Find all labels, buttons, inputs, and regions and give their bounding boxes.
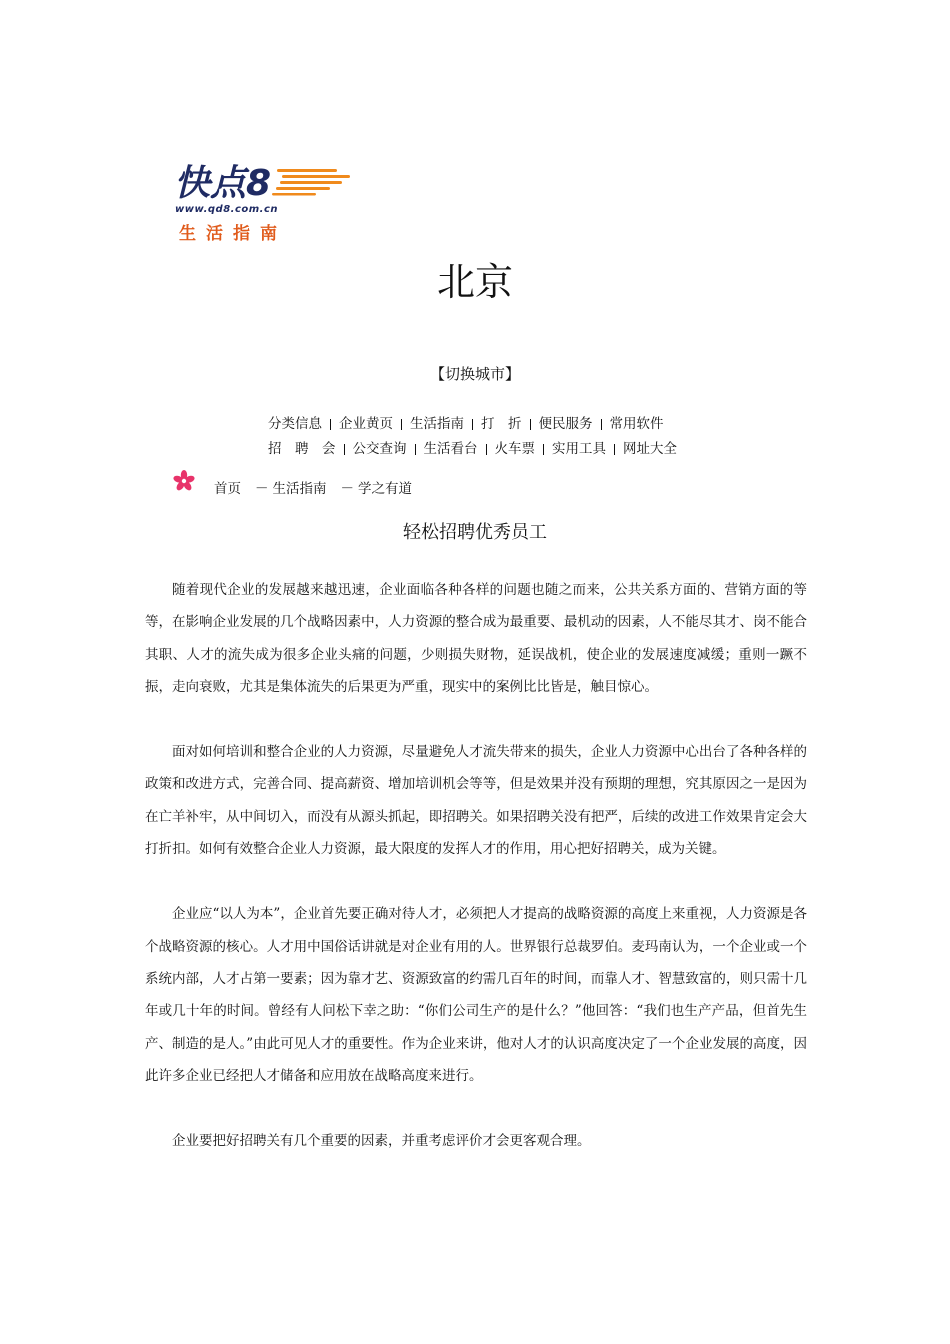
logo-main-text: 快点8 (174, 163, 272, 204)
logo-graphic (172, 155, 352, 207)
logo-subtitle: 生活指南 (179, 224, 287, 244)
nav-classified[interactable]: 分类信息 (268, 416, 322, 432)
breadcrumb-separator: － (255, 481, 269, 497)
nav-discount[interactable]: 打 折 (481, 416, 522, 432)
article-body (145, 574, 807, 1190)
nav-tools[interactable]: 实用工具 (552, 441, 606, 457)
breadcrumb (214, 479, 412, 499)
nav-row-2 (268, 437, 698, 462)
nav-life-stage[interactable]: 生活看台 (423, 441, 478, 457)
nav-convenience[interactable]: 便民服务 (538, 416, 593, 432)
nav-divider (330, 419, 331, 430)
main-nav (268, 412, 698, 462)
nav-divider (543, 444, 544, 455)
nav-bus-query[interactable]: 公交查询 (352, 441, 407, 457)
nav-divider (401, 419, 402, 430)
nav-divider (415, 444, 416, 455)
city-title: 北京 (436, 260, 513, 304)
article-paragraph: 随着现代企业的发展越来越迅速，企业面临各种各样的问题也随之而来，公共关系方面的、营销方面的等等，在影响企业发展的几个战略因素中，人力资源的整合成为最重要、最机动的因素，人不能尽其才、岗不能合其职、人才的流失成为很多企业头痛的问题，少则损失财物，延误战机，使企业的发展速度减缓；重则一蹶不振，走向衰败，尤其是集体流失的后果更为严重，现实中的案例比比皆是，触目惊心。 (145, 582, 807, 695)
switch-city-link[interactable]: 【切换城市】 (429, 365, 520, 383)
breadcrumb-life-guide[interactable]: 生活指南 (272, 481, 327, 497)
nav-job-fair[interactable]: 招 聘 会 (268, 441, 336, 457)
nav-divider (614, 444, 615, 455)
article-paragraph: 面对如何培训和整合企业的人力资源，尽量避免人才流失带来的损失，企业人力资源中心出台了各种各样的政策和改进方式，完善合同、提高薪资、增加培训机会等等，但是效果并没有预期的理想，究其原因之一是因为在亡羊补牢，从中间切入，而没有从源头抓起，即招聘关。如果招聘关没有把严，后续的改进工作效果肯定会大打折扣。如何有效整合企业人力资源，最大限度的发挥人才的作用，用心把好招聘关，成为关键。 (145, 744, 807, 858)
article-title: 轻松招聘优秀员工 (403, 522, 547, 543)
nav-divider (344, 444, 345, 455)
nav-train-ticket[interactable]: 火车票 (494, 441, 535, 457)
nav-divider (472, 419, 473, 430)
nav-row-1 (268, 412, 698, 437)
logo-url: www.qd8.com.cn (175, 204, 279, 215)
article-paragraph: 企业要把好招聘关有几个重要的因素，并重考虑评价才会更客观合理。 (172, 1133, 591, 1150)
flower-icon (173, 470, 195, 492)
nav-yellow-pages[interactable]: 企业黄页 (339, 416, 393, 432)
nav-divider (486, 444, 487, 455)
nav-life-guide[interactable]: 生活指南 (410, 416, 464, 432)
breadcrumb-home[interactable]: 首页 (214, 481, 241, 497)
breadcrumb-separator: － (340, 481, 354, 497)
site-logo[interactable] (172, 155, 352, 245)
nav-directory[interactable]: 网址大全 (623, 441, 677, 457)
article-paragraph: 企业应“以人为本”，企业首先要正确对待人才，必须把人才提高的战略资源的高度上来重视，人力资源是各个战略资源的核心。人才用中国俗话讲就是对企业有用的人。世界银行总裁罗伯。麦玛南认为，一个企业或一个系统内部，人才占第一要素；因为靠才艺、资源致富的约需几百年的时间，而靠人才、智慧致富的，则只需十几年或几十年的时间。曾经有人问松下幸之助：“你们公司生产的是什么？”他回答：“我们也生产产品，但首先生产、制造的是人。”由此可见人才的重要性。作为企业来讲，他对人才的认识高度决定了一个企业发展的高度，因此许多企业已经把人才储备和应用放在战略高度来进行。 (145, 906, 807, 1084)
nav-divider (530, 419, 531, 430)
breadcrumb-category[interactable]: 学之有道 (358, 481, 412, 497)
nav-divider (601, 419, 602, 430)
nav-software[interactable]: 常用软件 (609, 416, 664, 432)
